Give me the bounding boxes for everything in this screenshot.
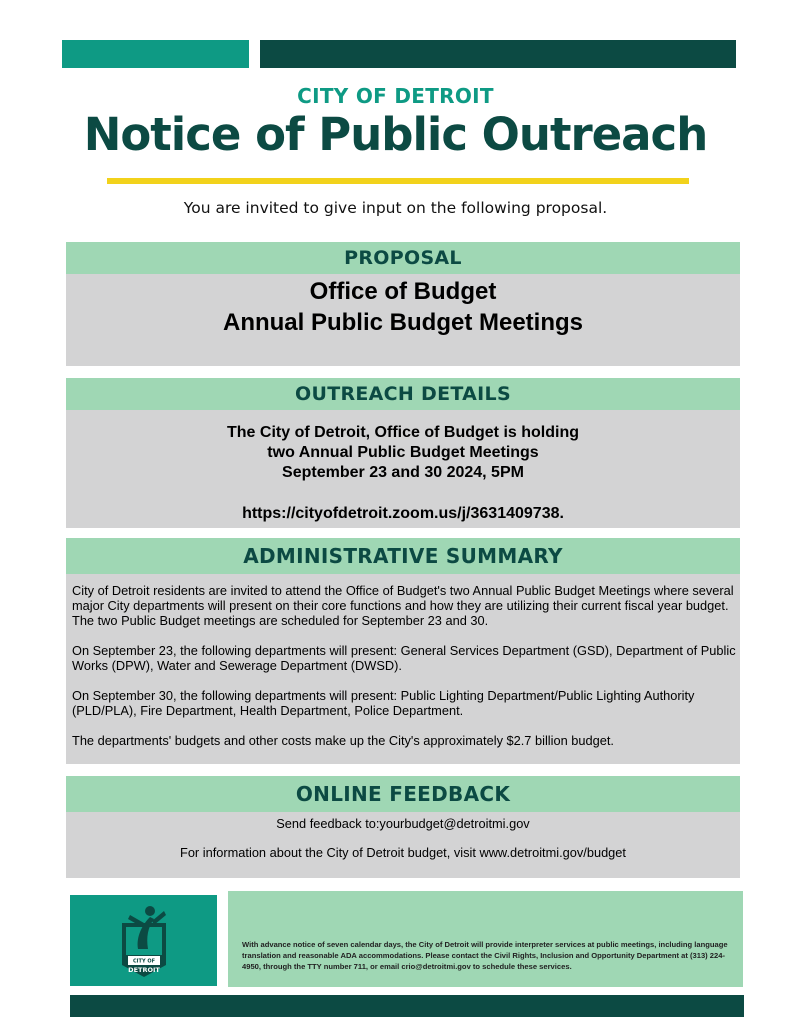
proposal-line-1: Office of Budget [309,278,497,305]
accommodations-disclaimer [228,891,743,987]
outreach-section [66,378,740,528]
zoom-link[interactable]: https://cityofdetroit.zoom.us/j/3631409738. [242,505,564,522]
proposal-line-2: Annual Public Budget Meetings [222,309,583,336]
admin-paragraph: On September 30, the following departments will present: Public Lighting Department/Public Lighting Authority (PLD/PLA), Fire Department, Health Department, Police Department. [72,688,695,718]
online-feedback-body [66,812,740,878]
admin-summary-body [66,574,740,764]
proposal-section [66,242,740,366]
proposal-body [66,274,740,366]
city-label: CITY OF DETROIT [297,84,494,108]
admin-summary-heading: ADMINISTRATIVE SUMMARY [66,538,740,574]
page-title: Notice of Public Outreach [83,108,708,161]
outreach-heading: OUTREACH DETAILS [66,378,740,410]
admin-paragraph: City of Detroit residents are invited to attend the Office of Budget's two Annual Public Budget Meetings where several major City departments will present on their core functions and how they are utilizing their current fiscal year budget. The two Public Budget meetings are scheduled for September 23 and 30. [72,583,734,628]
disclaimer-text: With advance notice of seven calendar days, the City of Detroit will provide interpreter services at public meetings, including language translation and reasonable ADA accommodations. Please contact the Civil Rights, Inclusion and Opportunity Department at (313) 224-4950, through the TTY number 711, or email crio@detroitmi.gov to schedule these services. [242,940,728,971]
outreach-line-2: two Annual Public Budget Meetings [267,444,539,461]
outreach-line-3: September 23 and 30 2024, 5PM [282,464,524,481]
proposal-heading: PROPOSAL [66,242,740,274]
top-accent-bar-teal [62,40,249,68]
title-underline [107,178,689,184]
outreach-line-1: The City of Detroit, Office of Budget is holding [227,424,579,441]
admin-summary-section [66,538,740,764]
feedback-email-line[interactable]: Send feedback to:yourbudget@detroitmi.gov [276,816,530,831]
budget-info-line[interactable]: For information about the City of Detroit budget, visit www.detroitmi.gov/budget [180,845,626,860]
logo-text-top: CITY OF [133,958,155,965]
online-feedback-heading: ONLINE FEEDBACK [66,776,740,812]
invite-text: You are invited to give input on the following proposal. [183,199,608,217]
admin-paragraph: The departments' budgets and other costs make up the City's approximately $2.7 billion budget. [72,733,614,748]
online-feedback-section [66,776,740,878]
city-of-detroit-logo [116,903,172,979]
city-logo-panel [70,895,217,986]
admin-paragraph: On September 23, the following departments will present: General Services Department (GSD), Department of Public Works (DPW), Water and Sewerage Department (DWSD). [72,643,736,673]
outreach-body [66,410,740,528]
top-accent-bar-dark [260,40,736,68]
logo-text-bottom: DETROIT [128,966,160,974]
bottom-accent-bar [70,995,744,1017]
